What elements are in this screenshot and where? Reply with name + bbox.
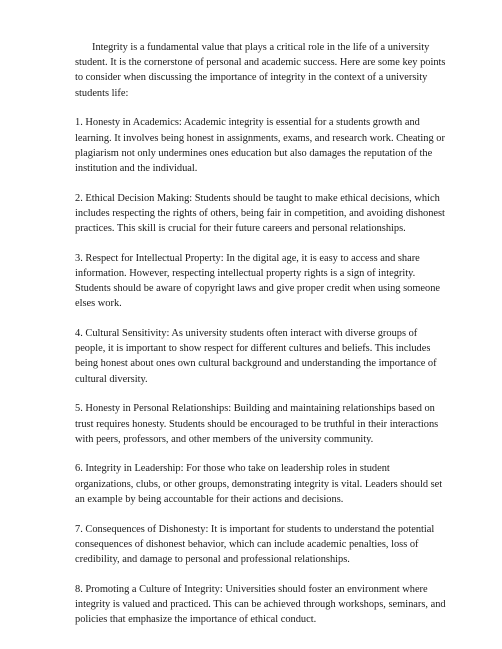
point-consequences-of-dishonesty: 7. Consequences of Dishonesty: It is important for students to understand the potential consequences of dishonest behavior, which can include academic penalties, loss of credibility, and damage to personal and professional relationships. [75,523,435,565]
point-ethical-decision-making: 2. Ethical Decision Making: Students should be taught to make ethical decisions, which includes respecting the rights of others, being fair in competition, and avoiding dishonest practices. This skill is crucial for their future careers and personal relationships. [75,192,445,235]
point-personal-relationships: 5. Honesty in Personal Relationships: Building and maintaining relationships based on trust requires honesty. Students should be encouraged to be truthful in their interactions with peers, professors, and other members of the university community. [75,403,439,445]
point-integrity-in-leadership: 6. Integrity in Leadership: For those who take on leadership roles in student organizations, clubs, or other groups, demonstrating integrity is vital. Leaders should set an example by being accountable for their actions and decisions. [75,463,443,505]
point-intellectual-property: 3. Respect for Intellectual Property: In the digital age, it is easy to access and share information. However, respecting intellectual property rights is a sign of integrity. Students should be aware of copyright laws and give proper credit when using someone elses work. [75,252,441,310]
intro-paragraph: Integrity is a fundamental value that plays a critical role in the life of a university student. It is the cornerstone of personal and academic success. Here are some key points to consider when discussing the importance of integrity in the context of a university students life: [75,42,446,99]
document-page [75,40,447,642]
point-honesty-in-academics: 1. Honesty in Academics: Academic integrity is essential for a students growth and learning. It involves being honest in assignments, exams, and research work. Cheating or plagiarism not only undermines ones education but also damages the reputation of the institution and the individual. [75,117,445,174]
point-culture-of-integrity: 8. Promoting a Culture of Integrity: Universities should foster an environment where integrity is valued and practiced. This can be achieved through workshops, seminars, and policies that emphasize the importance of ethical conduct. [75,583,446,626]
point-cultural-sensitivity: 4. Cultural Sensitivity: As university students often interact with diverse groups of people, it is important to show respect for different cultures and beliefs. This includes being honest about ones own cultural background and understanding the importance of cultural diversity. [75,328,437,385]
